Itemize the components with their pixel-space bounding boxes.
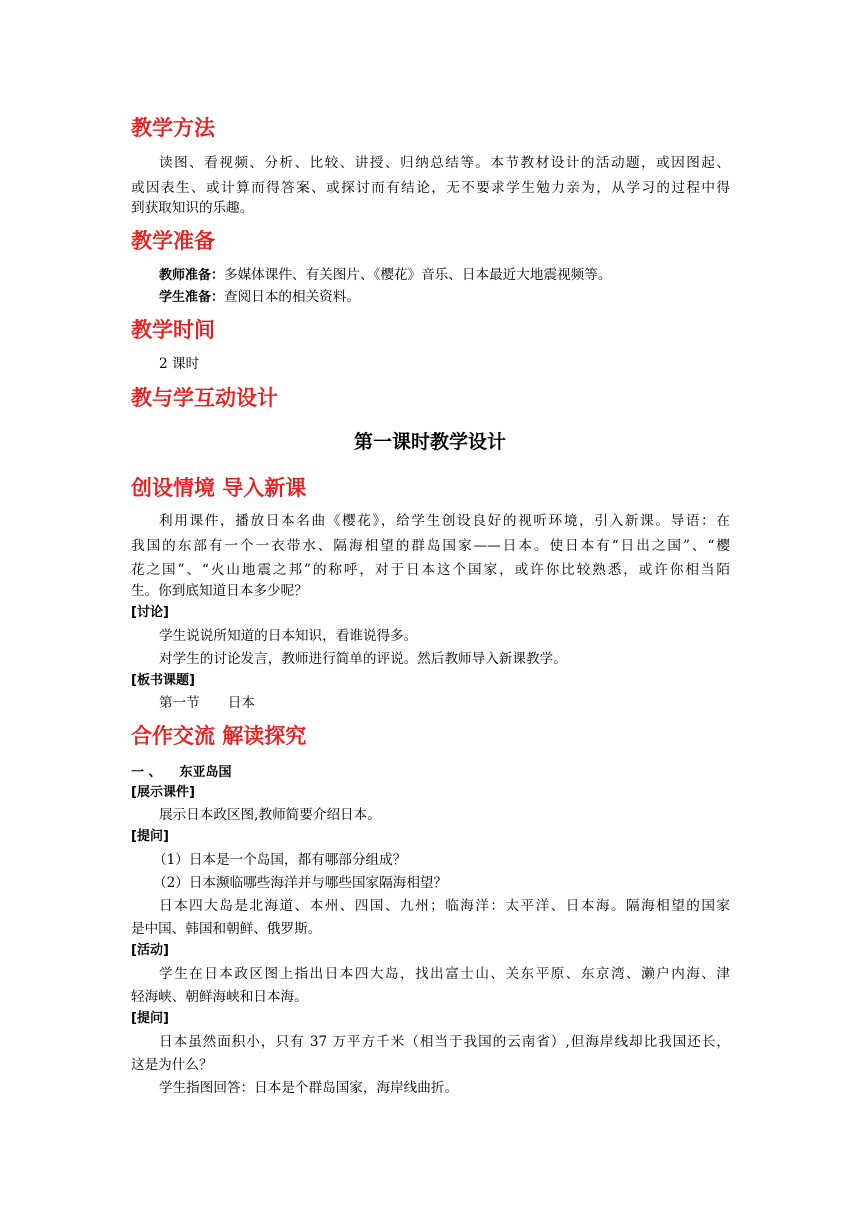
teacher-prep-label: 教师准备： xyxy=(159,268,225,283)
section-title-teaching-prep: 教学准备 xyxy=(131,229,215,253)
paragraph-line: 读图、看视频、分析、比较、讲授、归纳总结等。本节教材设计的活动题，或因图起、 xyxy=(159,155,730,171)
paragraph-line: 生。你到底知道日本多少呢？ xyxy=(131,583,308,599)
section-title-intro: 创设情境 导入新课 xyxy=(131,476,307,500)
subsection-heading xyxy=(131,764,232,782)
paragraph-line: 轻海峡、朝鲜海峡和日本海。 xyxy=(131,989,308,1005)
paragraph-line: 是中国、韩国和朝鲜、俄罗斯。 xyxy=(131,921,322,937)
discuss-tag: [讨论] xyxy=(131,605,169,620)
paragraph-line: 或因表生、或计算而得答案、或探讨而有结论，无不要求学生勉力亲为，从学习的过程中得 xyxy=(131,180,730,196)
paragraph-line: 日本虽然面积小，只有 37 万平方千米（相当于我国的云南省）,但海岸线却比我国还长， xyxy=(159,1034,730,1050)
student-prep-line xyxy=(159,288,360,307)
board-topic: 日本 xyxy=(227,695,255,711)
board-section: 第一节 xyxy=(159,695,200,711)
teacher-prep-text: 多媒体课件、有关图片、《樱花》音乐、日本最近大地震视频等。 xyxy=(224,267,612,283)
lesson-title: 第一课时教学设计 xyxy=(353,431,506,453)
paragraph-line: 这是为什么？ xyxy=(131,1057,213,1073)
student-prep-text: 查阅日本的相关资料。 xyxy=(224,289,360,305)
show-tag: [展示课件] xyxy=(131,785,195,800)
board-topic-line xyxy=(159,694,255,712)
student-prep-label: 学生准备： xyxy=(159,290,225,305)
subsection-number: 一 、 xyxy=(131,765,162,780)
paragraph-line: 学生说说所知道的日本知识，看谁说得多。 xyxy=(159,628,418,644)
paragraph-line: 学生在日本政区图上指出日本四大岛，找出富士山、关东平原、东京湾、濑户内海、津 xyxy=(159,966,730,982)
paragraph-line: 到获取知识的乐趣。 xyxy=(131,200,254,216)
section-title-interaction: 教与学互动设计 xyxy=(131,386,278,410)
section-title-teaching-method: 教学方法 xyxy=(131,116,215,140)
paragraph-line: 展示日本政区图,教师简要介绍日本。 xyxy=(159,807,381,823)
section-title-cooperation: 合作交流 解读探究 xyxy=(131,724,307,748)
question-line: （2）日本濒临哪些海洋并与哪些国家隔海相望？ xyxy=(153,875,448,891)
paragraph-line: 日本四大岛是北海道、本州、四国、九州；临海洋：太平洋、日本海。隔海相望的国家 xyxy=(159,898,730,914)
board-tag: [板书课题] xyxy=(131,673,195,688)
paragraph-line: 花之国”、“火山地震之邦”的称呼，对于日本这个国家，或许你比较熟悉，或许你相当陌 xyxy=(131,562,730,578)
section-title-teaching-time: 教学时间 xyxy=(131,318,215,342)
paragraph-line: 对学生的讨论发言，教师进行简单的评说。然后教师导入新课教学。 xyxy=(159,651,567,667)
ask-tag: [提问] xyxy=(131,1011,169,1026)
paragraph-line: 学生指图回答：日本是个群岛国家，海岸线曲折。 xyxy=(159,1080,459,1096)
teacher-prep-line xyxy=(159,266,611,285)
paragraph-line: 我国的东部有一个一衣带水、隔海相望的群岛国家——日本。使日本有“日出之国”、“樱 xyxy=(131,538,730,554)
activity-tag: [活动] xyxy=(131,943,169,958)
ask-tag: [提问] xyxy=(131,829,169,844)
time-text: 2 课时 xyxy=(159,356,200,372)
paragraph-line: 利用课件，播放日本名曲《樱花》，给学生创设良好的视听环境，引入新课。导语：在 xyxy=(159,513,730,529)
subsection-title: 东亚岛国 xyxy=(179,765,232,780)
question-line: （1）日本是一个岛国，都有哪部分组成？ xyxy=(153,852,407,868)
